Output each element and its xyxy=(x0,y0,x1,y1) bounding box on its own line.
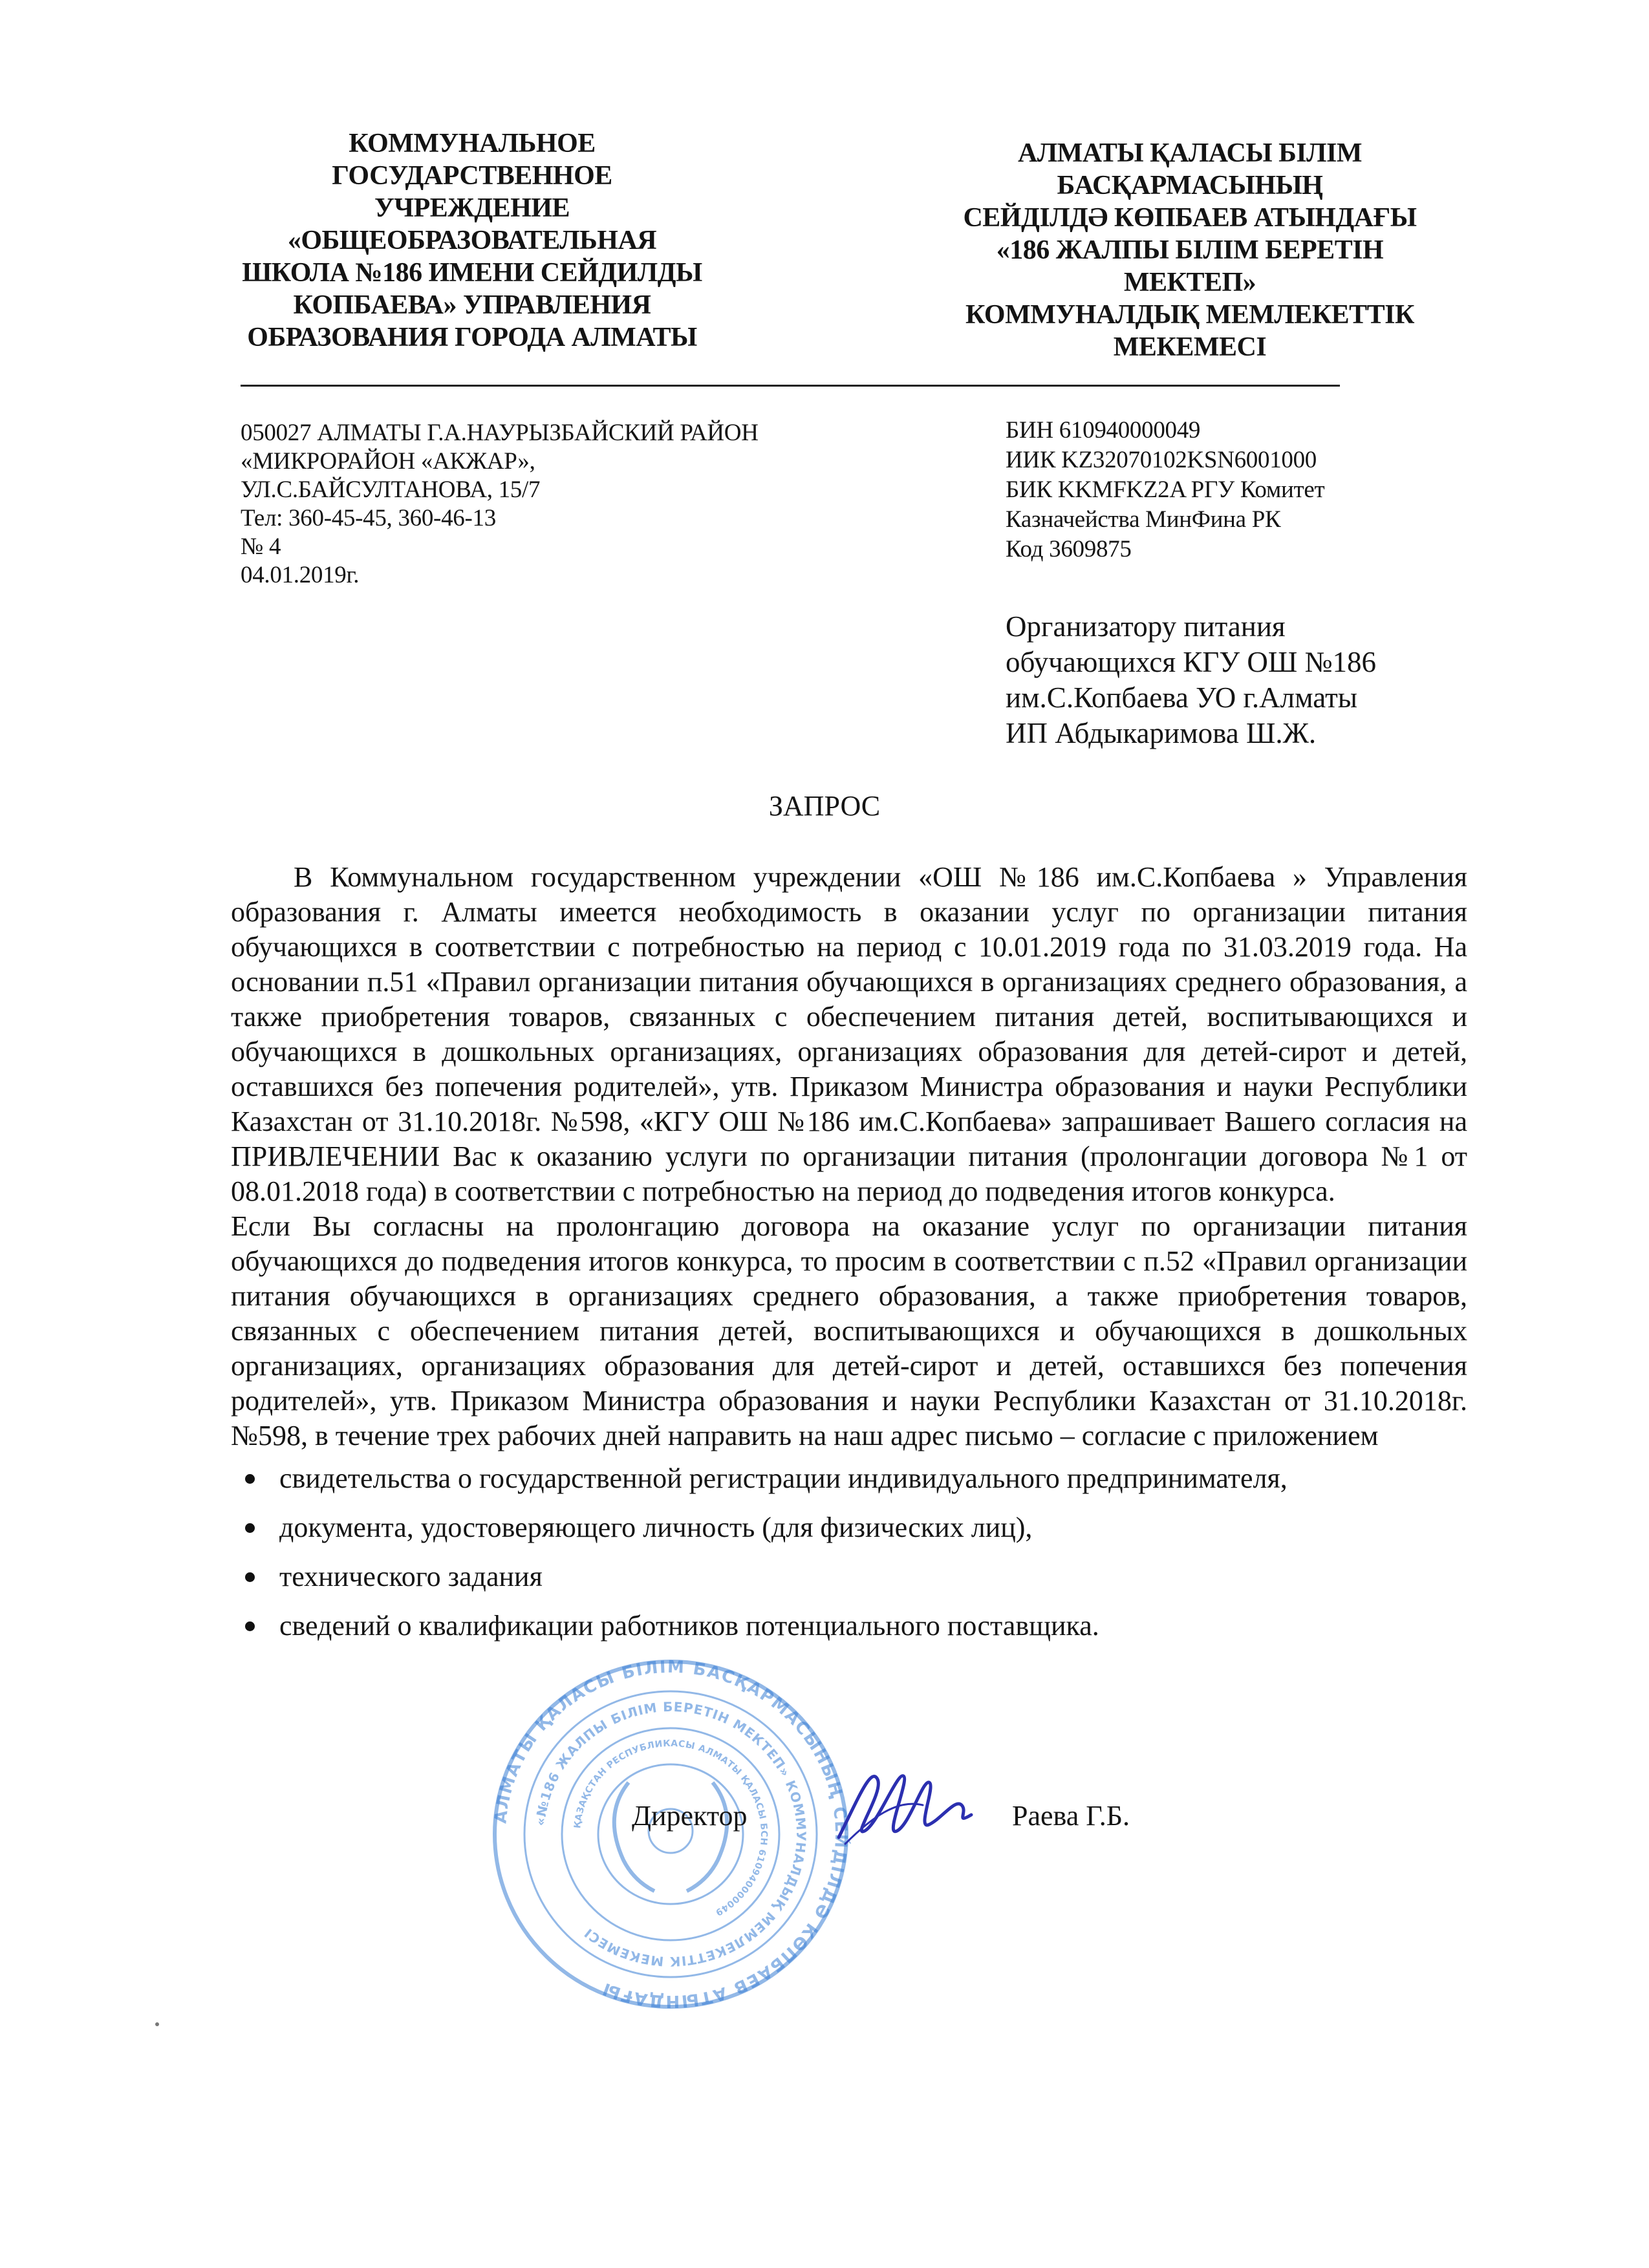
header-line: ШКОЛА №186 ИМЕНИ СЕЙДИЛДЫ xyxy=(242,258,702,288)
bank-requisites xyxy=(1006,416,1484,564)
letter-body xyxy=(231,860,1467,1453)
attachments-list xyxy=(231,1461,1467,1643)
addressee-block xyxy=(1006,609,1484,751)
document-number: № 4 xyxy=(241,533,281,560)
list-item xyxy=(231,1510,1467,1545)
handwritten-signature xyxy=(832,1760,981,1850)
bullet-icon xyxy=(245,1523,255,1533)
scan-speck xyxy=(155,2022,159,2026)
header-line: МЕКТЕП» xyxy=(1123,268,1256,297)
list-item-text: документа, удостоверяющего личность (для физических лиц), xyxy=(279,1512,1033,1543)
header-divider xyxy=(241,385,1340,387)
document-date: 04.01.2019г. xyxy=(241,562,360,588)
header-line: БАСҚАРМАСЫНЫҢ xyxy=(1057,171,1323,200)
seal-middle-text: «№186 ЖАЛПЫ БІЛІМ БЕРЕТІН МЕКТЕП» КОММУНАЛДЫҚ МЕМЛЕКЕТТІК МЕКЕМЕСІ xyxy=(532,1698,810,1970)
header-line: КОММУНАЛЬНОЕ xyxy=(349,129,596,158)
address-line: «МИКРОРАЙОН «АКЖАР», xyxy=(241,448,535,475)
seal-outer-text: АЛМАТЫ ҚАЛАСЫ БІЛІМ БАСҚАРМАСЫНЫҢ СЕЙДІЛДӘ КӨПБАЕВ АТЫНДАҒЫ xyxy=(491,1657,851,2011)
header-line: УЧРЕЖДЕНИЕ xyxy=(374,193,570,223)
header-line: КОПБАЕВА» УПРАВЛЕНИЯ xyxy=(293,290,651,320)
official-seal xyxy=(490,1656,852,2012)
requisite-line: БИК KKMFKZ2A РГУ Комитет xyxy=(1006,476,1325,503)
addressee-line: им.С.Копбаева УО г.Алматы xyxy=(1006,681,1357,714)
list-item-text: свидетельства о государственной регистрации индивидуального предпринимателя, xyxy=(279,1462,1288,1494)
list-item xyxy=(231,1559,1467,1594)
header-line: АЛМАТЫ ҚАЛАСЫ БІЛІМ xyxy=(1018,138,1362,168)
requisite-line: Код 3609875 xyxy=(1006,536,1132,562)
requisite-line: БИН 610940000049 xyxy=(1006,417,1201,444)
addressee-line: обучающихся КГУ ОШ №186 xyxy=(1006,646,1376,678)
address-line: УЛ.С.БАЙСУЛТАНОВА, 15/7 xyxy=(241,476,541,503)
header-line: СЕЙДІЛДӘ КӨПБАЕВ АТЫНДАҒЫ xyxy=(963,203,1417,233)
header-line: КОММУНАЛДЫҚ МЕМЛЕКЕТТІК xyxy=(965,300,1414,330)
bullet-icon xyxy=(245,1572,255,1582)
body-paragraph: В Коммунальном государственном учреждении «ОШ №186 им.С.Копбаева » Управления образования г. Алматы имеется необходимость в оказании услуг по организации питания обучающихся в соответствии с потребностью на период с 10.01.2019 года по 31.03.2019 года. На основании п.51 «Правил организации питания обучающихся в организациях среднего образования, а также приобретения товаров, связанных с обеспечением питания детей, воспитывающихся и обучающихся в дошкольных организациях, организациях образования для детей-сирот и детей, оставшихся без попечения родителей», утв. Приказом Министра образования и науки Республики Казахстан от 31.10.2018г. №598, «КГУ ОШ №186 им.С.Копбаева» запрашивает Вашего согласия на ПРИВЛЕЧЕНИИ Вас к оказанию услуги по организации питания (пролонгации договора №1 от 08.01.2018 года) в соответствии с потребностью на период до подведения итогов конкурса. xyxy=(231,861,1467,1207)
header-line: ОБРАЗОВАНИЯ ГОРОДА АЛМАТЫ xyxy=(247,323,697,352)
requisite-line: Казначейства МинФина РК xyxy=(1006,506,1281,533)
seal-inner-text: ҚАЗАҚСТАН РЕСПУБЛИКАСЫ АЛМАТЫ ҚАЛАСЫ БСН 610940000049 xyxy=(572,1738,770,1918)
phone-line: Тел: 360-45-45, 360-46-13 xyxy=(241,505,496,531)
body-paragraph: Если Вы согласны на пролонгацию договора на оказание услуг по организации питания обучающихся до подведения итогов конкурса, то просим в соответствии с п.52 «Правил организации питания обучающихся в организациях среднего образования, а также приобретения товаров, связанных с обеспечением питания детей, воспитывающихся и обучающихся в дошкольных организациях, организациях образования для детей-сирот и детей, оставшихся без попечения родителей», утв. Приказом Министра образования и науки Республики Казахстан от 31.10.2018г. №598, в течение трех рабочих дней направить на наш адрес письмо – согласие с приложением xyxy=(231,1210,1467,1451)
addressee-line: ИП Абдыкаримова Ш.Ж. xyxy=(1006,717,1317,749)
bullet-icon xyxy=(245,1474,255,1484)
header-line: МЕКЕМЕСІ xyxy=(1113,332,1267,362)
signatory-position: Директор xyxy=(632,1800,748,1832)
list-item-text: технического задания xyxy=(279,1561,543,1592)
header-line: «186 ЖАЛПЫ БІЛІМ БЕРЕТІН xyxy=(996,235,1384,265)
header-kazakh xyxy=(918,137,1461,363)
requisite-line: ИИК KZ32070102KSN6001000 xyxy=(1006,447,1317,473)
list-item xyxy=(231,1461,1467,1496)
header-line: «ОБЩЕОБРАЗОВАТЕЛЬНАЯ xyxy=(287,226,657,255)
header-line: ГОСУДАРСТВЕННОЕ xyxy=(332,161,612,191)
header-russian xyxy=(233,127,711,354)
document-title: ЗАПРОС xyxy=(768,790,881,822)
signatory-name: Раева Г.Б. xyxy=(1012,1800,1130,1832)
sender-address xyxy=(241,419,965,590)
signature-row xyxy=(231,1657,1467,2011)
list-item-text: сведений о квалификации работников потенциального поставщика. xyxy=(279,1610,1099,1642)
addressee-line: Организатору питания xyxy=(1006,610,1286,643)
list-item xyxy=(231,1609,1467,1643)
bullet-icon xyxy=(245,1621,255,1631)
address-line: 050027 АЛМАТЫ Г.А.НАУРЫЗБАЙСКИЙ РАЙОН xyxy=(241,420,759,446)
letter-content xyxy=(231,860,1467,2011)
